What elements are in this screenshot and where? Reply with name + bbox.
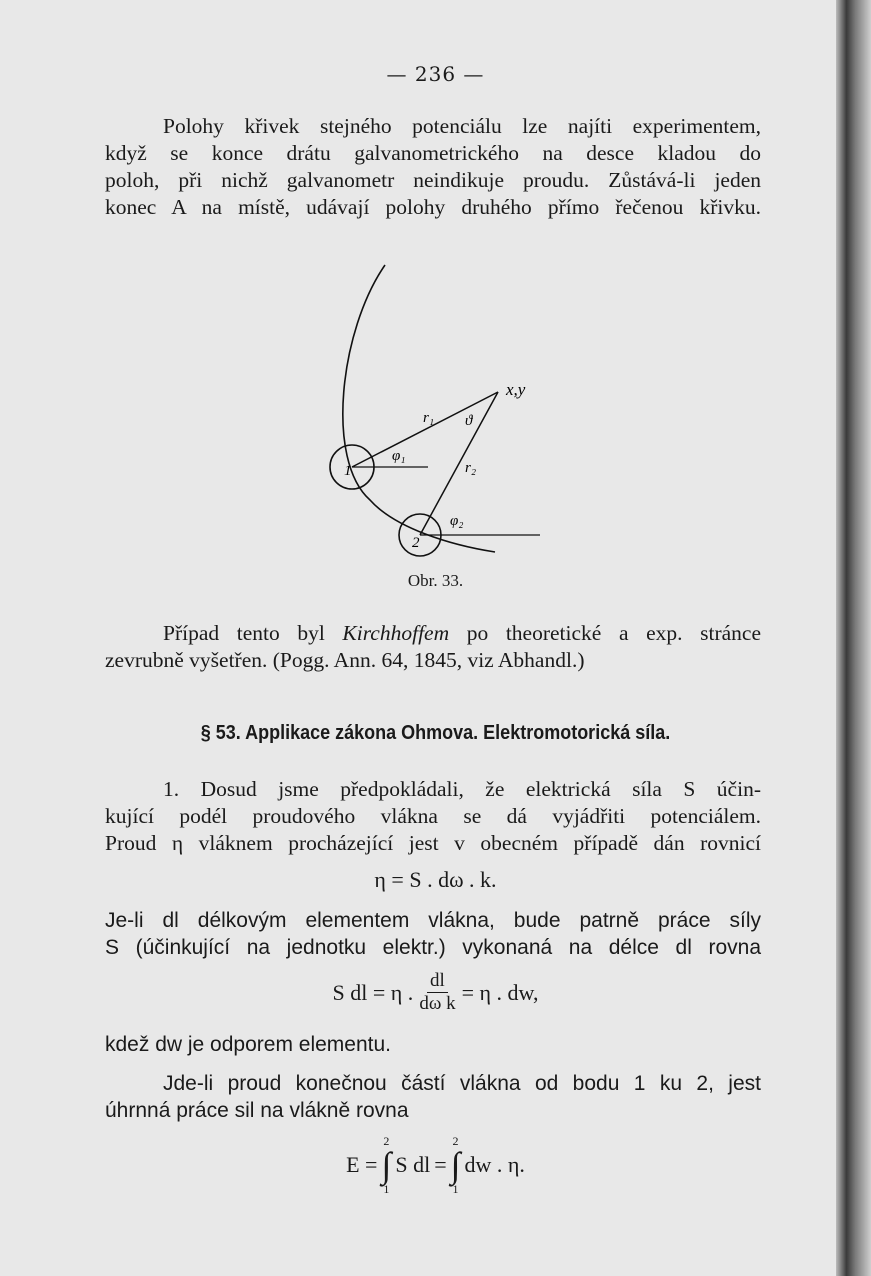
- label-point-1: 1: [344, 463, 352, 479]
- fraction: [419, 970, 455, 1015]
- author-name: Kirchhoffem: [342, 621, 450, 645]
- integral-1: [381, 1135, 391, 1195]
- text-line: když se konce drátu galvanometrického na desce kladou do: [105, 141, 761, 165]
- integral-sign: ∫: [450, 1145, 461, 1185]
- text-fragment: Případ tento byl: [163, 621, 343, 645]
- formula-E: E =: [346, 1152, 378, 1177]
- paragraph-electric-force: [105, 776, 761, 857]
- text-line: kující podél proudového vlákna se dá vyjádřiti potenciálem.: [105, 804, 761, 828]
- page-number: — 236 —: [386, 62, 485, 86]
- text-line: S (účinkující na jednotku elektr.) vykonaná na délce dl rovna: [105, 936, 761, 959]
- label-point-2: 2: [412, 535, 420, 551]
- label-theta: ϑ: [465, 413, 473, 429]
- section-heading: § 53. Applikace zákona Ohmova. Elektromotorická síla.: [200, 722, 671, 744]
- formula-current: η = S . dω . k.: [374, 867, 497, 892]
- integral-sign: ∫: [381, 1145, 392, 1185]
- formula-equals: =: [434, 1152, 447, 1177]
- text-line: 1. Dosud jsme předpokládali, že elektrická síla S účin-: [163, 777, 761, 801]
- text-line: Proud η vláknem procházející jest v obecném případě dán rovnicí: [105, 831, 761, 855]
- integral-lower: 1: [383, 1182, 390, 1196]
- paragraph-resistance: [105, 1031, 761, 1058]
- label-xy: x,y: [506, 380, 526, 399]
- potential-curve: [343, 265, 495, 552]
- formula-total-work: [0, 1135, 871, 1195]
- formula-rhs: = η . dw,: [461, 979, 539, 1005]
- label-phi2: φ₂: [450, 513, 464, 529]
- figure-caption: Obr. 33.: [407, 571, 464, 590]
- integral-lower: 1: [452, 1182, 459, 1196]
- paragraph-kirchhoff: [105, 620, 761, 674]
- paragraph-total-work: [105, 1070, 761, 1124]
- integrand-2: dw . η.: [464, 1152, 525, 1177]
- paragraph-work: [105, 907, 761, 961]
- text-line: úhrnná práce sil na vlákně rovna: [105, 1099, 409, 1122]
- book-binding: [836, 0, 871, 1276]
- figure-33: [300, 260, 560, 560]
- text-fragment: po theoretické a exp. stránce: [449, 621, 761, 645]
- label-r1: r₁: [423, 410, 435, 426]
- text-line: Jde-li proud konečnou částí vlákna od bodu 1 ku 2, jest: [163, 1072, 761, 1095]
- integral-upper: 2: [383, 1134, 390, 1148]
- text-line: zevrubně vyšetřen. (Pogg. Ann. 64, 1845, viz Abhandl.): [105, 648, 585, 672]
- label-phi1: φ₁: [392, 448, 406, 464]
- integrand-1: S dl: [395, 1152, 431, 1177]
- text-line: poloh, při nichž galvanometr neindikuje proudu. Zůstává-li jeden: [105, 168, 761, 192]
- text-line: kdež dw je odporem elementu.: [105, 1033, 391, 1056]
- label-r2: r₂: [465, 460, 477, 476]
- text-line: Polohy křivek stejného potenciálu lze najíti experimentem,: [163, 114, 761, 138]
- line-r1: [352, 392, 498, 467]
- integral-2: [451, 1135, 461, 1195]
- text-line: [105, 620, 761, 647]
- text-line: Je-li dl délkovým elementem vlákna, bude patrně práce síly: [105, 909, 761, 932]
- fraction-numerator: dl: [427, 970, 448, 993]
- integral-upper: 2: [452, 1134, 459, 1148]
- formula-lhs: S dl = η .: [332, 979, 414, 1005]
- paragraph-potential-curves: [105, 113, 761, 221]
- formula-work-element: [0, 970, 871, 1015]
- fraction-denominator: dω k: [419, 993, 456, 1014]
- text-line: konec A na místě, udávají polohy druhého přímo řečenou křivku.: [105, 195, 761, 219]
